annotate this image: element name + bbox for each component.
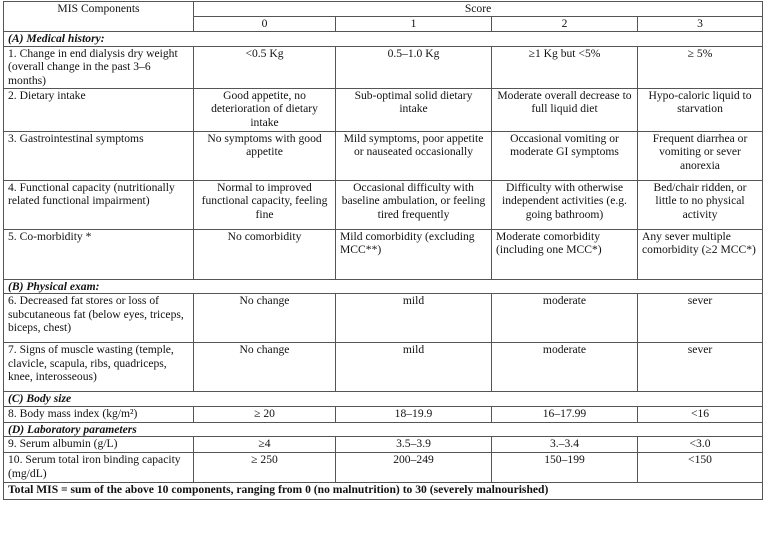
score-cell: Mild comorbidity (excluding MCC**) bbox=[336, 229, 492, 279]
table-row bbox=[4, 294, 763, 343]
section-row bbox=[4, 392, 763, 407]
section-row bbox=[4, 422, 763, 437]
mis-table bbox=[3, 1, 763, 500]
table-row bbox=[4, 406, 763, 422]
score-col-0: 0 bbox=[194, 17, 336, 32]
score-cell: Any sever multiple comorbidity (≥2 MCC*) bbox=[638, 229, 763, 279]
component-cell: 10. Serum total iron binding capacity (mg/dL) bbox=[4, 453, 194, 483]
table-row bbox=[4, 229, 763, 279]
score-cell: Occasional vomiting or moderate GI symptoms bbox=[492, 131, 638, 180]
score-cell: ≥ 5% bbox=[638, 46, 763, 88]
component-cell: 1. Change in end dialysis dry weight (overall change in the past 3–6 months) bbox=[4, 46, 194, 88]
section-title: (A) Medical history: bbox=[4, 32, 763, 47]
score-cell: No change bbox=[194, 294, 336, 343]
score-cell: 18–19.9 bbox=[336, 406, 492, 422]
score-cell: No comorbidity bbox=[194, 229, 336, 279]
score-cell: Sub-optimal solid dietary intake bbox=[336, 88, 492, 131]
score-cell: Moderate overall decrease to full liquid diet bbox=[492, 88, 638, 131]
table-row bbox=[4, 46, 763, 88]
score-cell: ≥ 250 bbox=[194, 453, 336, 483]
score-cell: No change bbox=[194, 343, 336, 392]
table-row bbox=[4, 437, 763, 453]
score-cell: moderate bbox=[492, 343, 638, 392]
table-row bbox=[4, 180, 763, 229]
score-cell: moderate bbox=[492, 294, 638, 343]
table-row bbox=[4, 88, 763, 131]
score-cell: <16 bbox=[638, 406, 763, 422]
score-cell: mild bbox=[336, 343, 492, 392]
score-cell: Hypo-caloric liquid to starvation bbox=[638, 88, 763, 131]
score-cell: Moderate comorbidity (including one MCC*) bbox=[492, 229, 638, 279]
section-title: (B) Physical exam: bbox=[4, 279, 763, 294]
score-cell: sever bbox=[638, 294, 763, 343]
component-cell: 6. Decreased fat stores or loss of subcutaneous fat (below eyes, triceps, biceps, chest) bbox=[4, 294, 194, 343]
score-cell: Mild symptoms, poor appetite or nauseated occasionally bbox=[336, 131, 492, 180]
component-cell: 5. Co-morbidity * bbox=[4, 229, 194, 279]
score-cell: <150 bbox=[638, 453, 763, 483]
component-cell: 9. Serum albumin (g/L) bbox=[4, 437, 194, 453]
score-cell: <0.5 Kg bbox=[194, 46, 336, 88]
score-cell: No symptoms with good appetite bbox=[194, 131, 336, 180]
score-cell: mild bbox=[336, 294, 492, 343]
score-cell: 3.–3.4 bbox=[492, 437, 638, 453]
component-cell: 3. Gastrointestinal symptoms bbox=[4, 131, 194, 180]
score-cell: Good appetite, no deterioration of dietary intake bbox=[194, 88, 336, 131]
score-cell: ≥4 bbox=[194, 437, 336, 453]
component-cell: 8. Body mass index (kg/m²) bbox=[4, 406, 194, 422]
score-col-3: 3 bbox=[638, 17, 763, 32]
score-cell: Difficulty with otherwise independent activities (e.g. going bathroom) bbox=[492, 180, 638, 229]
score-cell: Frequent diarrhea or vomiting or sever anorexia bbox=[638, 131, 763, 180]
section-row bbox=[4, 32, 763, 47]
score-cell: Bed/chair ridden, or little to no physical activity bbox=[638, 180, 763, 229]
score-col-1: 1 bbox=[336, 17, 492, 32]
score-header: Score bbox=[194, 2, 763, 17]
total-mis-note: Total MIS = sum of the above 10 components, ranging from 0 (no malnutrition) to 30 (severely malnourished) bbox=[4, 483, 763, 500]
score-cell: ≥ 20 bbox=[194, 406, 336, 422]
section-title: (D) Laboratory parameters bbox=[4, 422, 763, 437]
component-cell: 7. Signs of muscle wasting (temple, clavicle, scapula, ribs, quadriceps, knee, interosseous) bbox=[4, 343, 194, 392]
score-cell: <3.0 bbox=[638, 437, 763, 453]
table-row bbox=[4, 131, 763, 180]
score-cell: 200–249 bbox=[336, 453, 492, 483]
component-cell: 2. Dietary intake bbox=[4, 88, 194, 131]
section-title: (C) Body size bbox=[4, 392, 763, 407]
score-cell: ≥1 Kg but <5% bbox=[492, 46, 638, 88]
table-row bbox=[4, 453, 763, 483]
score-cell: 150–199 bbox=[492, 453, 638, 483]
total-row bbox=[4, 483, 763, 500]
components-header: MIS Components bbox=[4, 2, 194, 32]
score-cell: sever bbox=[638, 343, 763, 392]
section-row bbox=[4, 279, 763, 294]
table-row bbox=[4, 343, 763, 392]
score-cell: 16–17.99 bbox=[492, 406, 638, 422]
header-row-1 bbox=[4, 2, 763, 17]
score-cell: Occasional difficulty with baseline ambulation, or feeling tired frequently bbox=[336, 180, 492, 229]
score-cell: 3.5–3.9 bbox=[336, 437, 492, 453]
component-cell: 4. Functional capacity (nutritionally related functional impairment) bbox=[4, 180, 194, 229]
score-col-2: 2 bbox=[492, 17, 638, 32]
score-cell: 0.5–1.0 Kg bbox=[336, 46, 492, 88]
score-cell: Normal to improved functional capacity, feeling fine bbox=[194, 180, 336, 229]
